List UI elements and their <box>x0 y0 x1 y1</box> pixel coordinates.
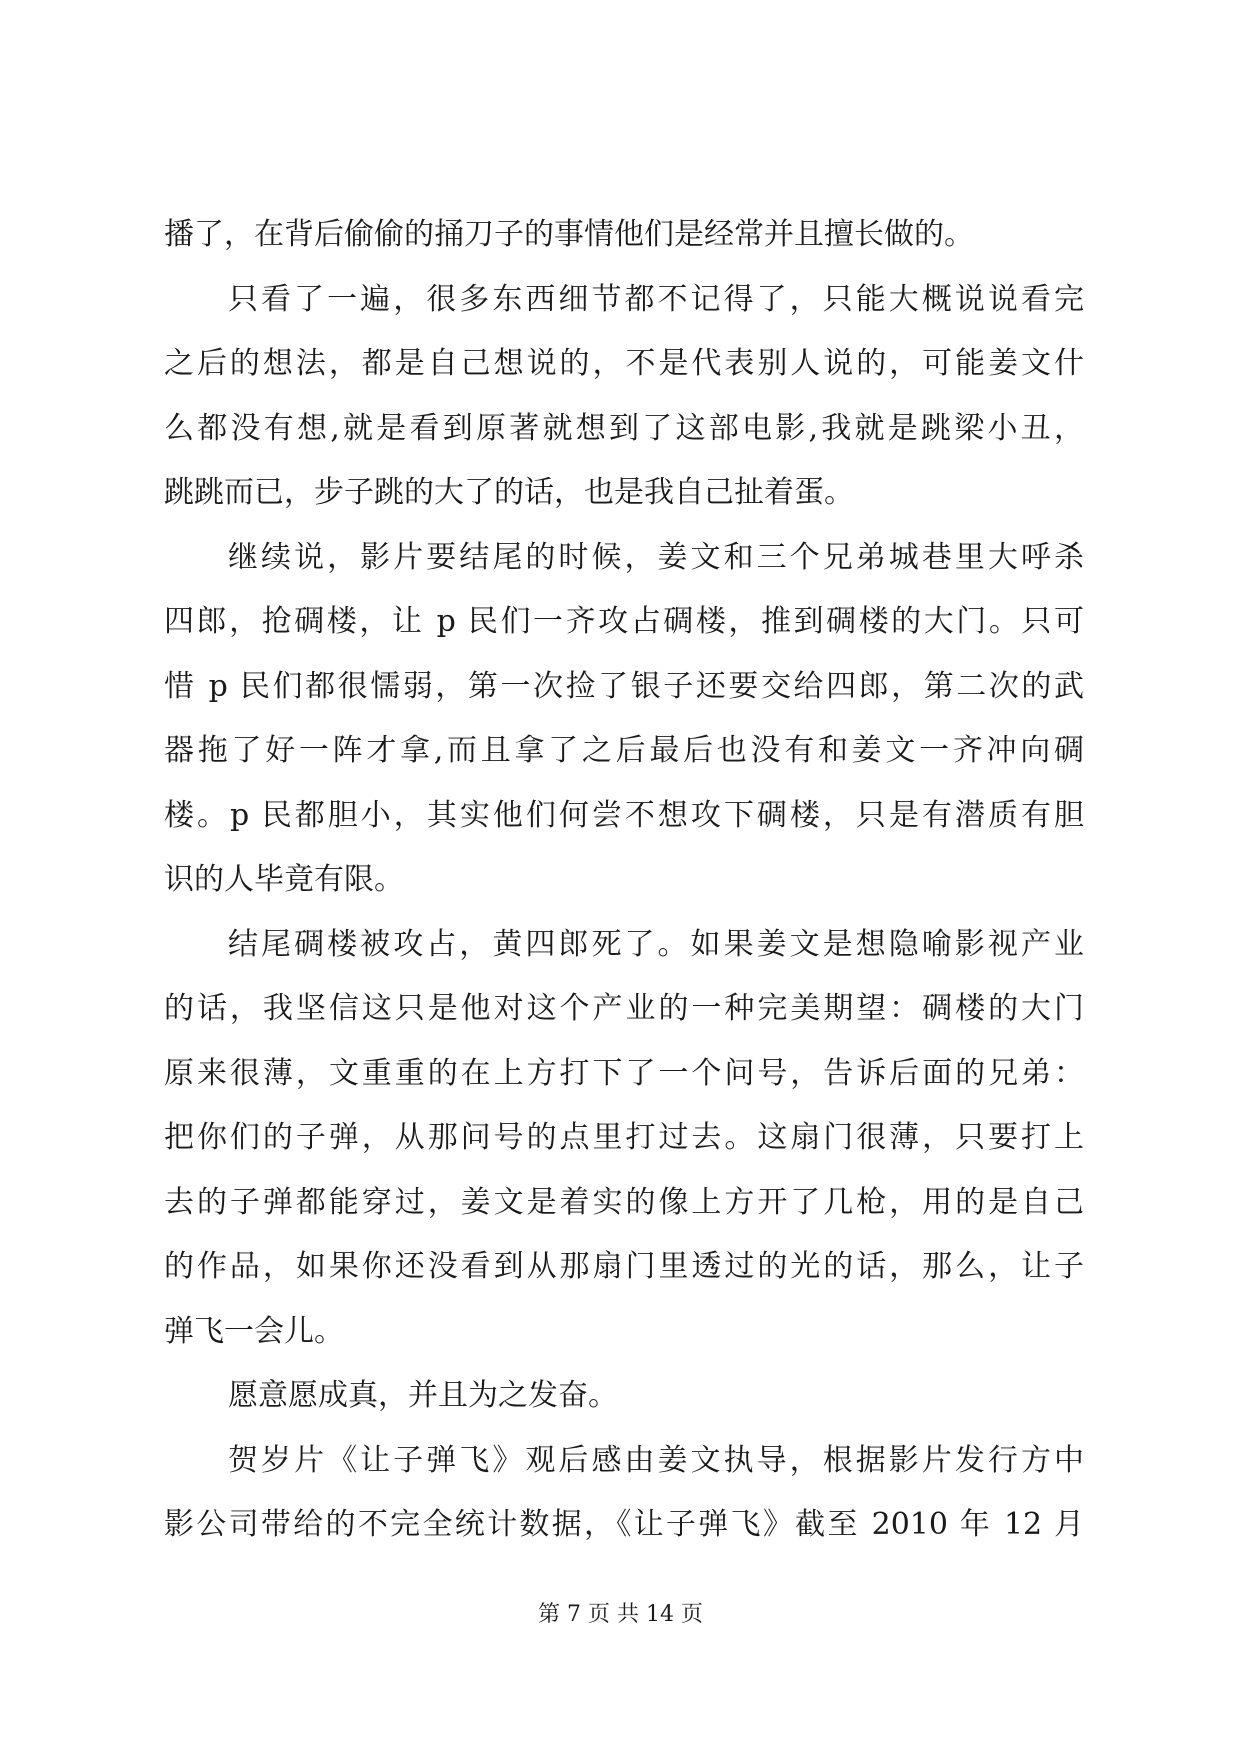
paragraph-first-line: 愿意愿成真，并且为之发奋。 <box>228 1378 618 1413</box>
page-footer: 第 7 页 共 14 页 <box>538 1602 703 1627</box>
text-line: 原来很薄，文重重的在上方打下了一个问号，告诉后面的兄弟： <box>164 1055 1084 1091</box>
text-line: 器拖了好一阵才拿,而且拿了之后最后也没有和姜文一齐冲向碉 <box>164 733 1084 768</box>
text-line: 识的人毕竟有限。 <box>164 862 404 897</box>
text-line: 影公司带给的不完全统计数据，《让子弹飞》截至 2010 年 12 月 <box>164 1507 1084 1542</box>
text-line: 的作品，如果你还没看到从那扇门里透过的光的话，那么，让子 <box>164 1249 1084 1284</box>
text-line: 之后的想法，都是自己想说的，不是代表别人说的，可能姜文什 <box>164 346 1084 381</box>
text-line: 播了，在背后偷偷的捅刀子的事情他们是经常并且擅长做的。 <box>164 217 974 252</box>
text-line: 么都没有想,就是看到原著就想到了这部电影,我就是跳梁小丑， <box>164 410 1084 446</box>
body-text <box>164 203 1084 1558</box>
text-line: 把你们的子弹，从那问号的点里打过去。这扇门很薄，只要打上 <box>164 1120 1084 1155</box>
text-line: 惜 p 民们都很懦弱，第一次捡了银子还要交给四郎，第二次的武 <box>164 668 1084 704</box>
paragraph-first-line: 只看了一遍，很多东西细节都不记得了，只能大概说说看完 <box>228 281 1084 317</box>
text-line: 四郎，抢碉楼，让 p 民们一齐攻占碉楼，推到碉楼的大门。只可 <box>164 604 1084 639</box>
text-line: 的话，我坚信这只是他对这个产业的一种完美期望：碉楼的大门 <box>164 991 1084 1026</box>
text-line: 弹飞一会儿。 <box>164 1313 344 1349</box>
paragraph-first-line: 继续说，影片要结尾的时候，姜文和三个兄弟城巷里大呼杀 <box>228 539 1084 575</box>
text-line: 跳跳而已，步子跳的大了的话，也是我自己扯着蛋。 <box>164 475 854 510</box>
paragraph-first-line: 贺岁片《让子弹飞》观后感由姜文执导，根据影片发行方中 <box>228 1442 1084 1478</box>
paragraph-first-line: 结尾碉楼被攻占，黄四郎死了。如果姜文是想隐喻影视产业 <box>228 926 1084 962</box>
text-line: 楼。p 民都胆小，其实他们何尝不想攻下碉楼，只是有潜质有胆 <box>164 797 1084 833</box>
text-line: 去的子弹都能穿过，姜文是着实的像上方开了几枪，用的是自己 <box>164 1184 1084 1220</box>
